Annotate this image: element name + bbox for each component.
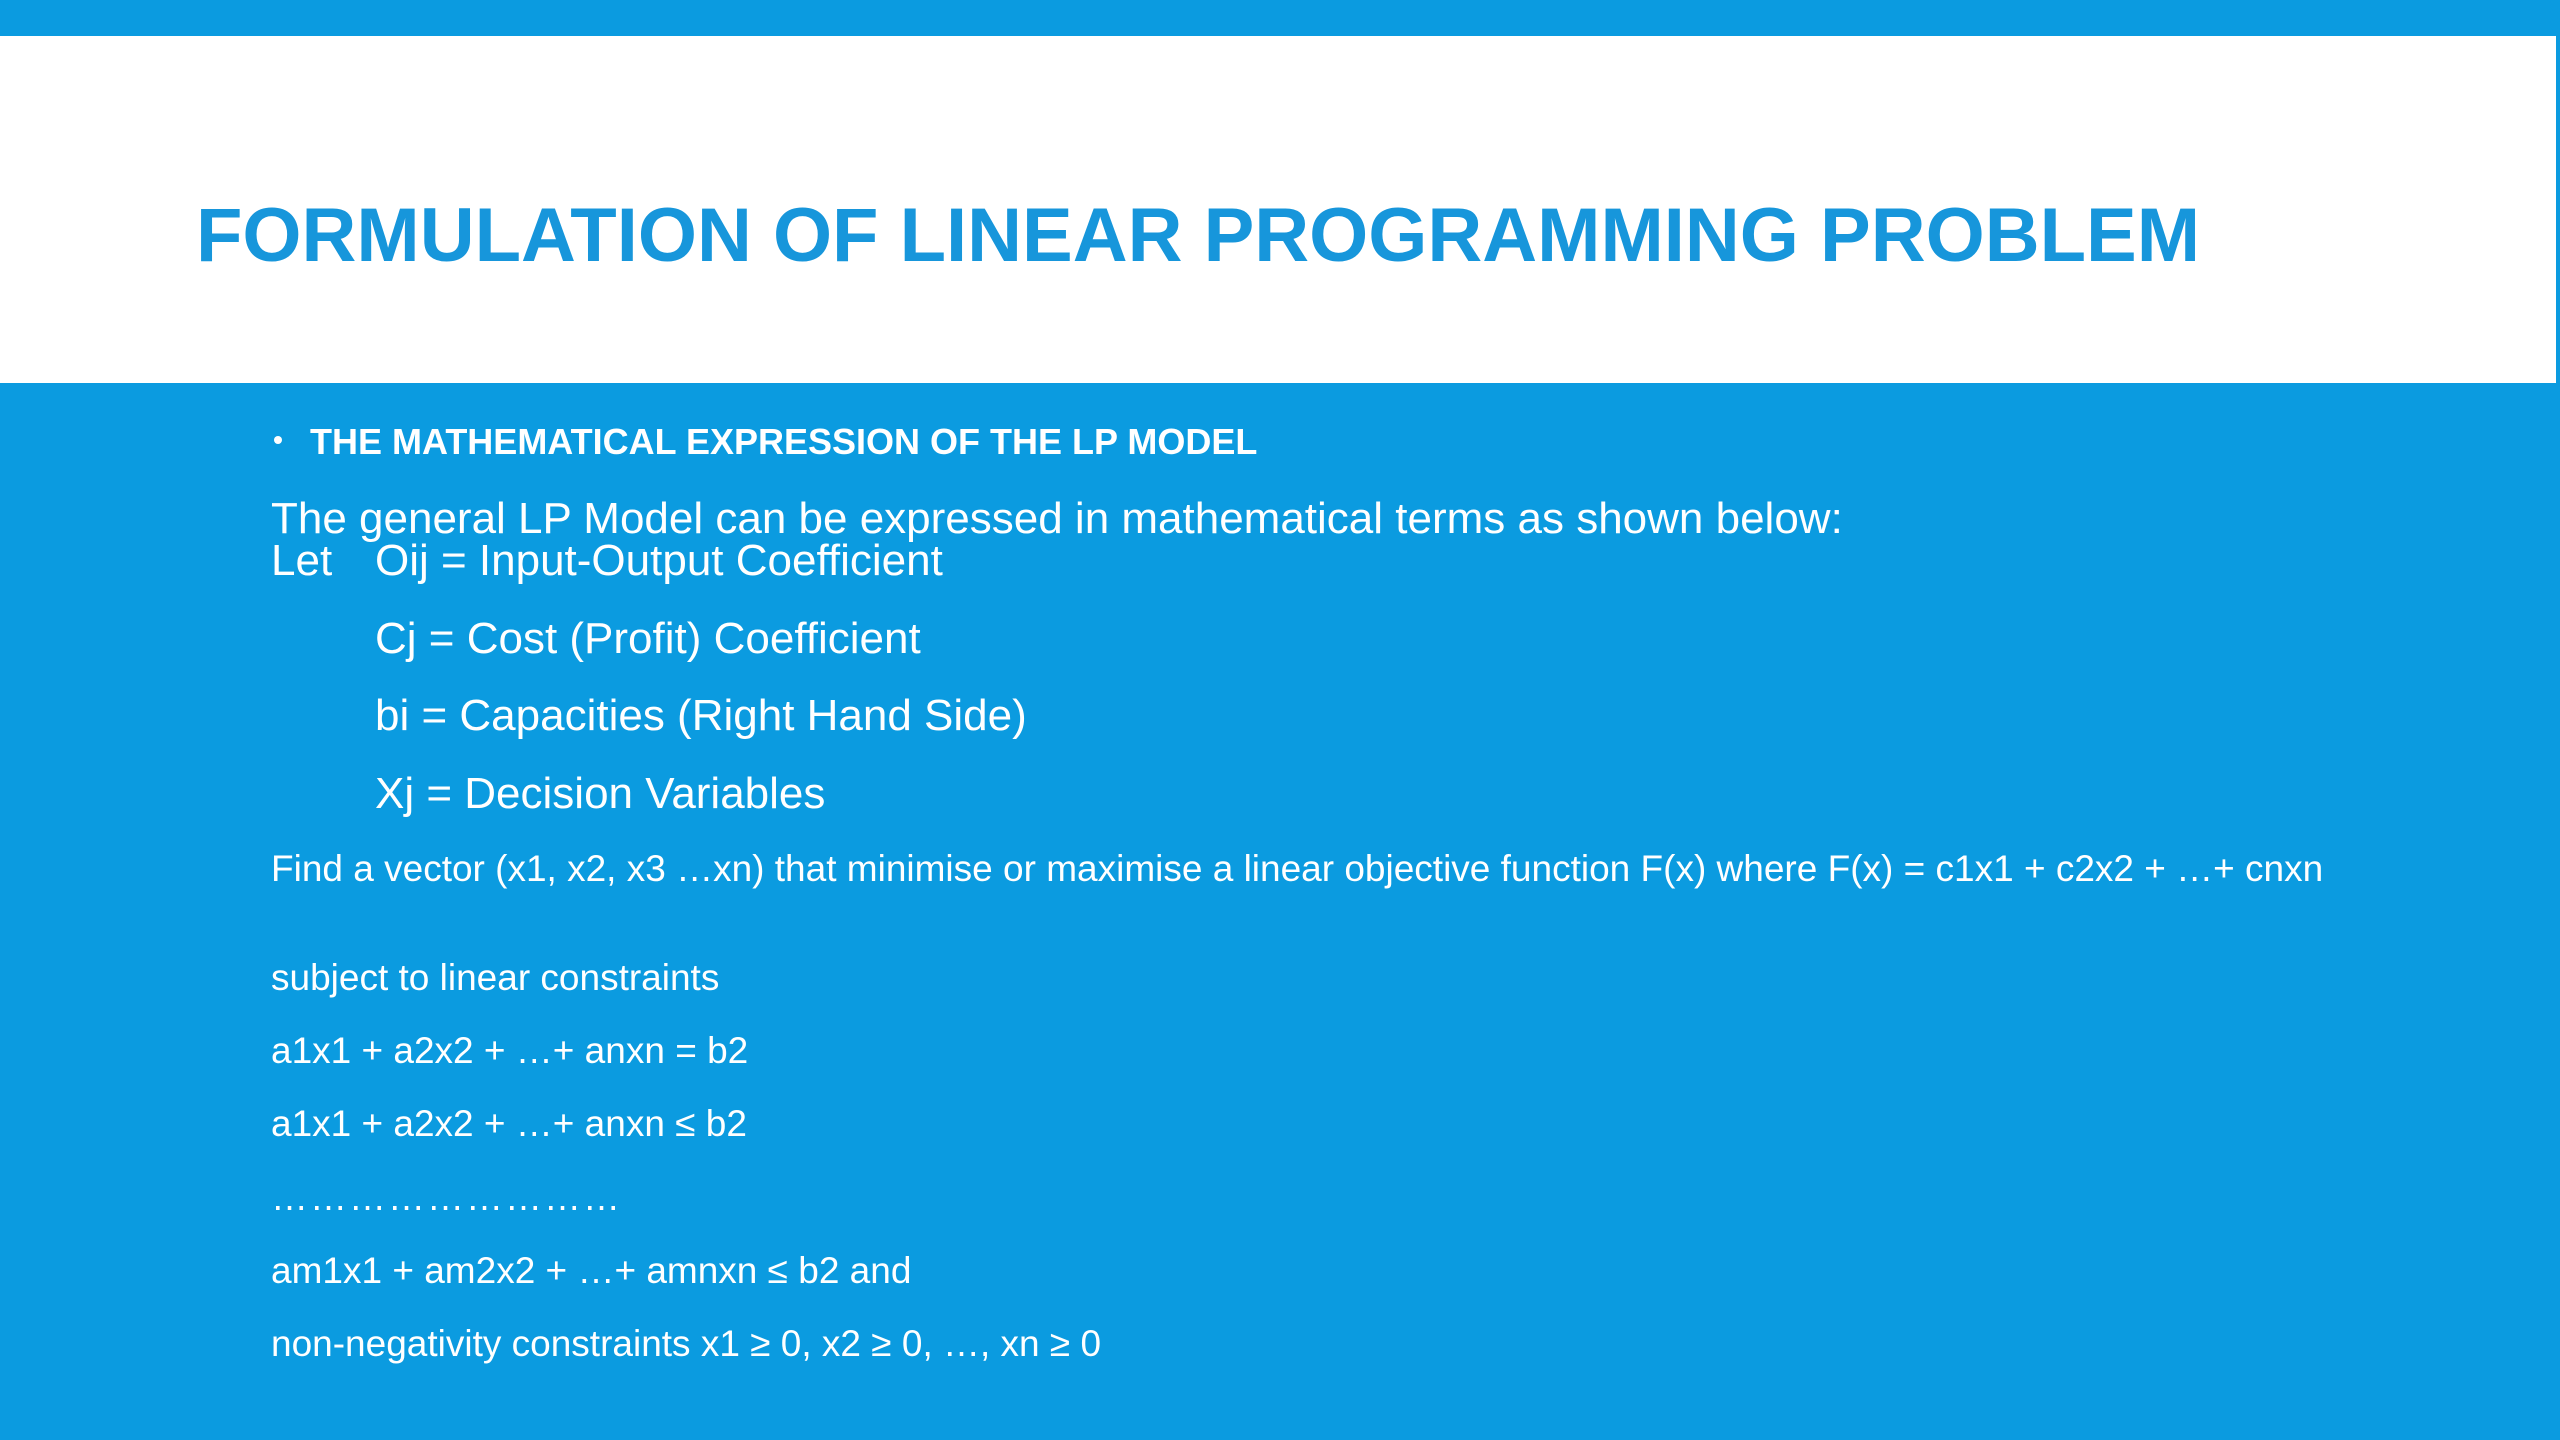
subject-to-text: subject to linear constraints	[271, 957, 720, 998]
let-word: Let	[271, 536, 333, 585]
slide-content	[0, 383, 2560, 1440]
definition-item: Cj = Cost (Profit) Coefficient	[375, 614, 921, 663]
constraint-ellipsis: ………………………	[271, 1177, 622, 1218]
definition-item: bi = Capacities (Right Hand Side)	[375, 691, 1027, 740]
non-negativity-text: non-negativity constraints x1 ≥ 0, x2 ≥ 0, …, xn ≥ 0	[271, 1323, 1102, 1364]
slide-title: FORMULATION OF LINEAR PROGRAMMING PROBLEM	[196, 193, 2201, 278]
section-heading: THE MATHEMATICAL EXPRESSION OF THE LP MODEL	[310, 421, 1258, 462]
objective-function-text: Find a vector (x1, x2, x3 …xn) that minimise or maximise a linear objective function F(x) where F(x) = c1x1 + c2x2 + …+ cnxn	[271, 848, 2324, 889]
definition-item: Oij = Input-Output Coefficient	[375, 536, 943, 585]
bullet-icon	[274, 436, 282, 444]
constraint-line: a1x1 + a2x2 + …+ anxn = b2	[271, 1030, 749, 1071]
title-panel	[0, 36, 2556, 383]
constraint-line: am1x1 + am2x2 + …+ amnxn ≤ b2 and	[271, 1250, 912, 1291]
let-line	[271, 536, 943, 585]
intro-text: The general LP Model can be expressed in mathematical terms as shown below:	[271, 494, 1843, 543]
top-accent-bar	[0, 0, 2560, 36]
constraint-line: a1x1 + a2x2 + …+ anxn ≤ b2	[271, 1103, 747, 1144]
definition-item: Xj = Decision Variables	[375, 769, 826, 818]
